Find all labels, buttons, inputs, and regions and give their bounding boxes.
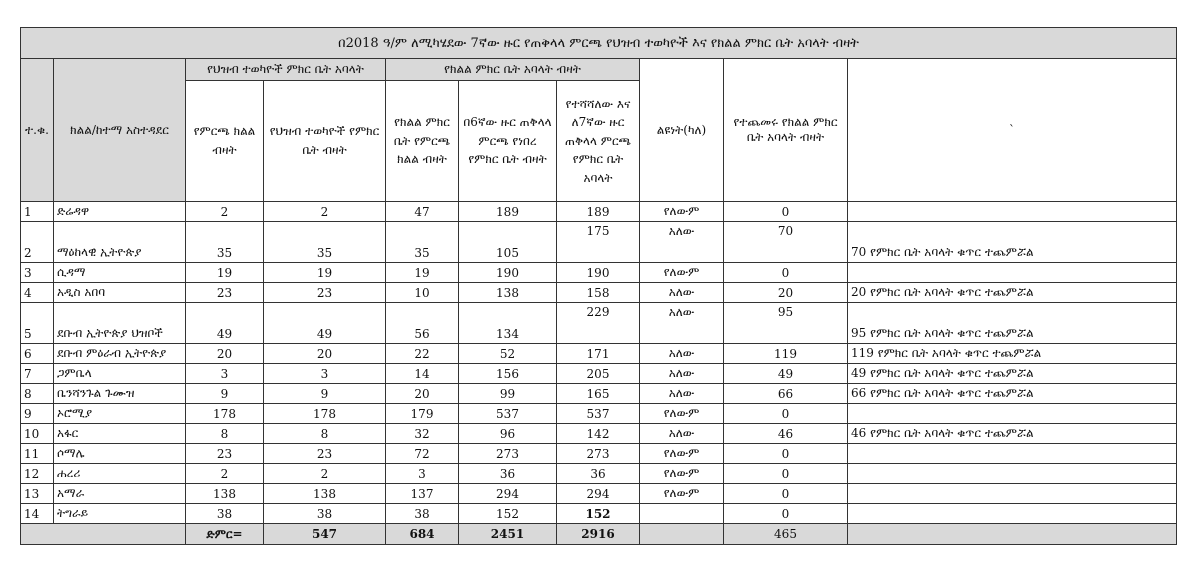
cell-note <box>848 464 1177 484</box>
header-hopr-seats: የህዝብ ተወካዮች የምክር ቤት ብዛት <box>264 81 386 202</box>
cell-no: 6 <box>21 344 54 364</box>
header-added: የተጨመሩ የክልል ምክር ቤት አባላት ብዛት <box>724 59 848 202</box>
total-note <box>848 524 1177 545</box>
cell-reg-constituencies: 179 <box>386 404 459 424</box>
cell-reg-constituencies: 72 <box>386 444 459 464</box>
cell-difference: አለው <box>640 303 724 344</box>
cell-reg-constituencies: 10 <box>386 283 459 303</box>
cell-hopr-constituencies: 19 <box>186 263 264 283</box>
cell-reg-constituencies: 38 <box>386 504 459 524</box>
header-group-hopr: የህዝብ ተወካዮች ምክር ቤት አባላት <box>186 59 386 81</box>
cell-hopr-constituencies: 2 <box>186 464 264 484</box>
cell-note: 66 የምክር ቤት አባላት ቁጥር ተጨምሯል <box>848 384 1177 404</box>
cell-added: 49 <box>724 364 848 384</box>
cell-no: 14 <box>21 504 54 524</box>
cell-reg-7th: 189 <box>557 202 640 222</box>
cell-difference: የለውም <box>640 444 724 464</box>
table-row <box>21 283 1177 303</box>
cell-reg-constituencies: 14 <box>386 364 459 384</box>
cell-added: 0 <box>724 464 848 484</box>
cell-added: 0 <box>724 263 848 283</box>
cell-hopr-seats: 9 <box>264 384 386 404</box>
cell-difference: አለው <box>640 424 724 444</box>
cell-reg-6th: 134 <box>459 303 557 344</box>
cell-hopr-constituencies: 2 <box>186 202 264 222</box>
cell-region: ደቡብ ኢትዮጵያ ህዝቦች <box>54 303 186 344</box>
cell-hopr-seats: 2 <box>264 202 386 222</box>
cell-no: 12 <box>21 464 54 484</box>
cell-added: 66 <box>724 384 848 404</box>
header-reg-constituencies: የክልል ምክር ቤት የምርጫ ክልል ብዛት <box>386 81 459 202</box>
cell-hopr-constituencies: 20 <box>186 344 264 364</box>
cell-hopr-constituencies: 35 <box>186 222 264 263</box>
total-difference <box>640 524 724 545</box>
cell-region: ሲዳማ <box>54 263 186 283</box>
cell-region: ሐረሪ <box>54 464 186 484</box>
total-hopr-seats: 547 <box>264 524 386 545</box>
cell-reg-6th: 189 <box>459 202 557 222</box>
cell-hopr-seats: 2 <box>264 464 386 484</box>
cell-added: 0 <box>724 444 848 464</box>
cell-reg-constituencies: 20 <box>386 384 459 404</box>
cell-hopr-seats: 20 <box>264 344 386 364</box>
cell-note: 119 የምክር ቤት አባላት ቁጥር ተጨምሯል <box>848 344 1177 364</box>
cell-hopr-seats: 19 <box>264 263 386 283</box>
cell-reg-6th: 138 <box>459 283 557 303</box>
cell-added: 70 <box>724 222 848 263</box>
cell-added: 46 <box>724 424 848 444</box>
cell-no: 7 <box>21 364 54 384</box>
cell-reg-7th: 158 <box>557 283 640 303</box>
cell-difference: የለውም <box>640 263 724 283</box>
cell-no: 2 <box>21 222 54 263</box>
cell-region: አዲስ አበባ <box>54 283 186 303</box>
cell-region: ጋምቤላ <box>54 364 186 384</box>
table-row <box>21 384 1177 404</box>
cell-hopr-constituencies: 138 <box>186 484 264 504</box>
cell-hopr-seats: 23 <box>264 283 386 303</box>
cell-difference: የለውም <box>640 484 724 504</box>
cell-hopr-seats: 3 <box>264 364 386 384</box>
cell-hopr-constituencies: 23 <box>186 283 264 303</box>
cell-no: 3 <box>21 263 54 283</box>
cell-difference: አለው <box>640 364 724 384</box>
header-reg-6th: በ6ኛው ዙር ጠቅላላ ምርጫ የነበረ የምክር ቤት ብዛት <box>459 81 557 202</box>
cell-hopr-constituencies: 178 <box>186 404 264 424</box>
header-hopr-constituencies: የምርጫ ክልል ብዛት <box>186 81 264 202</box>
cell-region: ሶማሌ <box>54 444 186 464</box>
cell-reg-7th: 273 <box>557 444 640 464</box>
cell-reg-6th: 294 <box>459 484 557 504</box>
table-row <box>21 303 1177 344</box>
cell-reg-constituencies: 47 <box>386 202 459 222</box>
cell-hopr-constituencies: 9 <box>186 384 264 404</box>
cell-reg-7th: 205 <box>557 364 640 384</box>
cell-difference: የለውም <box>640 202 724 222</box>
cell-reg-constituencies: 19 <box>386 263 459 283</box>
cell-added: 95 <box>724 303 848 344</box>
table-row <box>21 222 1177 263</box>
cell-reg-6th: 190 <box>459 263 557 283</box>
cell-no: 10 <box>21 424 54 444</box>
table-row <box>21 484 1177 504</box>
cell-reg-7th: 190 <box>557 263 640 283</box>
table-row <box>21 344 1177 364</box>
cell-note <box>848 202 1177 222</box>
cell-hopr-constituencies: 49 <box>186 303 264 344</box>
header-group-regional: የክልል ምክር ቤት አባላት ብዛት <box>386 59 640 81</box>
cell-reg-constituencies: 22 <box>386 344 459 364</box>
cell-reg-7th: 537 <box>557 404 640 424</box>
cell-reg-6th: 52 <box>459 344 557 364</box>
cell-difference: አለው <box>640 283 724 303</box>
cell-added: 0 <box>724 202 848 222</box>
totals-row <box>21 524 1177 545</box>
cell-reg-6th: 152 <box>459 504 557 524</box>
cell-difference: የለውም <box>640 404 724 424</box>
cell-region: ቤንሻንጉል ጉሙዝ <box>54 384 186 404</box>
total-added: 465 <box>724 524 848 545</box>
cell-note: 49 የምክር ቤት አባላት ቁጥር ተጨምሯል <box>848 364 1177 384</box>
cell-no: 8 <box>21 384 54 404</box>
seats-table <box>20 27 1177 545</box>
cell-reg-6th: 99 <box>459 384 557 404</box>
header-no: ተ.ቁ. <box>21 59 54 202</box>
cell-note: 46 የምክር ቤት አባላት ቁጥር ተጨምሯል <box>848 424 1177 444</box>
cell-no: 1 <box>21 202 54 222</box>
cell-reg-7th: 142 <box>557 424 640 444</box>
cell-reg-constituencies: 137 <box>386 484 459 504</box>
table-row <box>21 404 1177 424</box>
cell-reg-6th: 537 <box>459 404 557 424</box>
table-row <box>21 202 1177 222</box>
cell-hopr-constituencies: 8 <box>186 424 264 444</box>
header-note: ` <box>848 59 1177 202</box>
cell-added: 20 <box>724 283 848 303</box>
cell-region: ድሬዳዋ <box>54 202 186 222</box>
cell-no: 4 <box>21 283 54 303</box>
header-region: ክልል/ከተማ አስተዳደር <box>54 59 186 202</box>
cell-hopr-constituencies: 23 <box>186 444 264 464</box>
cell-note <box>848 504 1177 524</box>
cell-reg-6th: 36 <box>459 464 557 484</box>
cell-no: 5 <box>21 303 54 344</box>
cell-hopr-constituencies: 38 <box>186 504 264 524</box>
cell-note: 20 የምክር ቤት አባላት ቁጥር ተጨምሯል <box>848 283 1177 303</box>
cell-reg-7th: 294 <box>557 484 640 504</box>
table-row <box>21 464 1177 484</box>
total-label: ድምር= <box>186 524 264 545</box>
cell-note <box>848 484 1177 504</box>
cell-hopr-seats: 23 <box>264 444 386 464</box>
cell-hopr-seats: 178 <box>264 404 386 424</box>
cell-reg-7th: 165 <box>557 384 640 404</box>
cell-no: 11 <box>21 444 54 464</box>
cell-difference: የለውም <box>640 464 724 484</box>
cell-note <box>848 444 1177 464</box>
table-row <box>21 424 1177 444</box>
cell-region: አማራ <box>54 484 186 504</box>
cell-reg-constituencies: 3 <box>386 464 459 484</box>
cell-added: 0 <box>724 504 848 524</box>
cell-hopr-seats: 49 <box>264 303 386 344</box>
cell-region: ትግራይ <box>54 504 186 524</box>
table-row <box>21 364 1177 384</box>
cell-reg-7th: 36 <box>557 464 640 484</box>
cell-reg-constituencies: 56 <box>386 303 459 344</box>
total-reg-6th: 2451 <box>459 524 557 545</box>
cell-difference: አለው <box>640 222 724 263</box>
cell-hopr-seats: 35 <box>264 222 386 263</box>
cell-no: 9 <box>21 404 54 424</box>
cell-difference: አለው <box>640 344 724 364</box>
cell-region: ማዕከላዊ ኢትዮጵያ <box>54 222 186 263</box>
cell-reg-constituencies: 32 <box>386 424 459 444</box>
cell-reg-7th: 171 <box>557 344 640 364</box>
cell-difference <box>640 504 724 524</box>
cell-difference: አለው <box>640 384 724 404</box>
document-page <box>20 27 1176 545</box>
cell-reg-7th: 152 <box>557 504 640 524</box>
cell-hopr-seats: 8 <box>264 424 386 444</box>
header-difference: ልዩነት(ካለ) <box>640 59 724 202</box>
cell-hopr-seats: 138 <box>264 484 386 504</box>
table-row <box>21 504 1177 524</box>
cell-no: 13 <box>21 484 54 504</box>
cell-reg-6th: 273 <box>459 444 557 464</box>
table-title: በ2018 ዓ/ም ለሚካሄደው 7ኛው ዙር የጠቅላላ ምርጫ የህዝብ ተወካዮች እና የክልል ምክር ቤት አባላት ብዛት <box>21 28 1177 59</box>
cell-reg-6th: 105 <box>459 222 557 263</box>
cell-note: 95 የምክር ቤት አባላት ቁጥር ተጨምሯል <box>848 303 1177 344</box>
cell-added: 119 <box>724 344 848 364</box>
header-reg-7th: የተሻሻለው እና ለ7ኛው ዙር ጠቅላላ ምርጫ የምክር ቤት አባላት <box>557 81 640 202</box>
cell-reg-6th: 96 <box>459 424 557 444</box>
cell-reg-7th: 229 <box>557 303 640 344</box>
cell-reg-constituencies: 35 <box>386 222 459 263</box>
cell-hopr-seats: 38 <box>264 504 386 524</box>
cell-region: ደቡብ ምዕራብ ኢትዮጵያ <box>54 344 186 364</box>
table-row <box>21 263 1177 283</box>
cell-added: 0 <box>724 484 848 504</box>
total-blank <box>21 524 186 545</box>
total-reg-constituencies: 684 <box>386 524 459 545</box>
cell-note: 70 የምክር ቤት አባላት ቁጥር ተጨምሯል <box>848 222 1177 263</box>
cell-region: አፋር <box>54 424 186 444</box>
table-row <box>21 444 1177 464</box>
cell-added: 0 <box>724 404 848 424</box>
cell-region: ኦሮሚያ <box>54 404 186 424</box>
total-reg-7th: 2916 <box>557 524 640 545</box>
cell-note <box>848 404 1177 424</box>
cell-reg-7th: 175 <box>557 222 640 263</box>
cell-reg-6th: 156 <box>459 364 557 384</box>
cell-note <box>848 263 1177 283</box>
cell-hopr-constituencies: 3 <box>186 364 264 384</box>
